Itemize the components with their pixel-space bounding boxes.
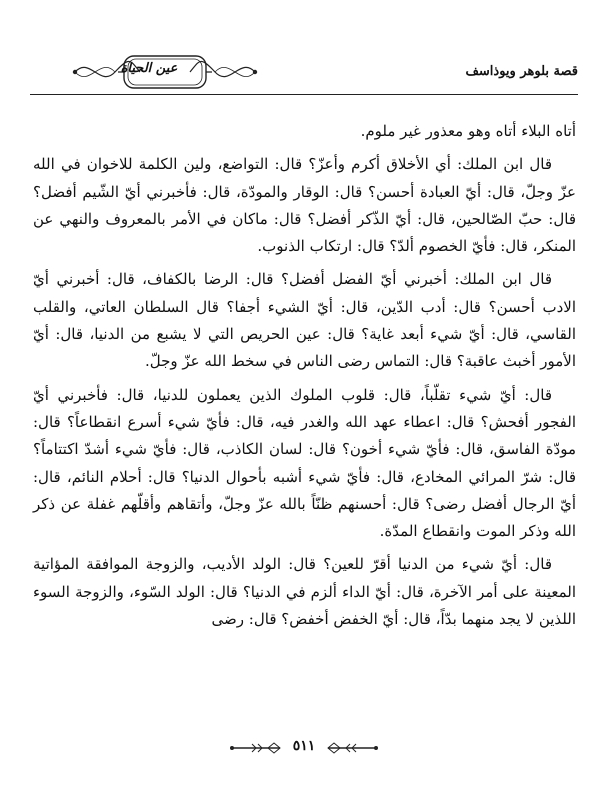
paragraph: قال ابن الملك: أي الأخلاق أكرم وأعزّ؟ قال: التواضع، ولين الكلمة للاخوان في الله عزّ وجلّ، قال: أيّ العبادة أحسن؟ قال: الوقار والمودّة، قال: فأخبرني أيّ الشّيم أفضل؟ قال: حبّ الصّالحين، قال: أيّ الذّكر أفضل؟ قال: ماكان في الأمر بالمعروف والنهي عن المنكر، قال: فأيّ الخصوم ألدّ؟ قال: ارتكاب الذنوب. [33,155,576,256]
page-footer [0,736,608,760]
cartouche-text: عين الحياة [120,61,178,76]
running-title: قصة بلوهر ويوذاسف [465,64,578,79]
body-text [33,118,576,639]
paragraph: قال: أيّ شيء من الدنيا أقرّ للعين؟ قال: الولد الأديب، والزوجة الموافقة المؤاتية المعينة على أمر الآخرة، قال: أيّ الداء ألزم في الدنيا؟ قال: الولد السّوء، والزوجة السوء اللذين لا يجد منهما بدّاً، قال: أيّ الخفض أخفض؟ قال: رضى [33,555,576,629]
page-header [30,50,578,106]
paragraph: قال: أيّ شيء تقلّباً، قال: قلوب الملوك الذين يعملون للدنيا، قال: فأخبرني أيّ الفجور أفحش؟ قال: اعطاء عهد الله والغدر فيه، قال: فأيّ شيء أسرع انقطاعاً؟ قال: مودّة الفاسق، قال: فأيّ شيء أخون؟ قال: لسان الكاذب، قال: فأيّ شيء أشدّ اكتتاماً؟ قال: شرّ المرائي المخادع، قال: فأيّ شيء أشبه بأحوال الدنيا؟ قال: أحلام النائم، قال: أيّ الرجال أفضل رضى؟ قال: أحسنهم ظنّاً بالله عزّ وجلّ، وأتقاهم وأقلّهم غفلة عن ذكر الله وذكر الموت وانقطاع المدّة. [33,385,576,541]
paragraph: قال ابن الملك: أخبرني أيّ الفضل أفضل؟ قال: الرضا بالكفاف، قال: أخبرني أيّ الادب أحسن؟ قال: أدب الدّين، قال: أيّ الشيء أجفا؟ قال السلطان العاتي، والقلب القاسي، قال: أيّ شيء أبعد غاية؟ قال: عين الحريص التي لا يشبع من الدنيا، قال: أيّ الأمور أخبث عاقبة؟ قال: التماس رضى الناس في سخط الله عزّ وجلّ. [33,270,576,371]
paragraph: أتاه البلاء أتاه وهو معذور غير ملوم. [360,122,576,140]
header-rule [30,94,578,95]
page-number: ٥١١ [292,738,316,754]
